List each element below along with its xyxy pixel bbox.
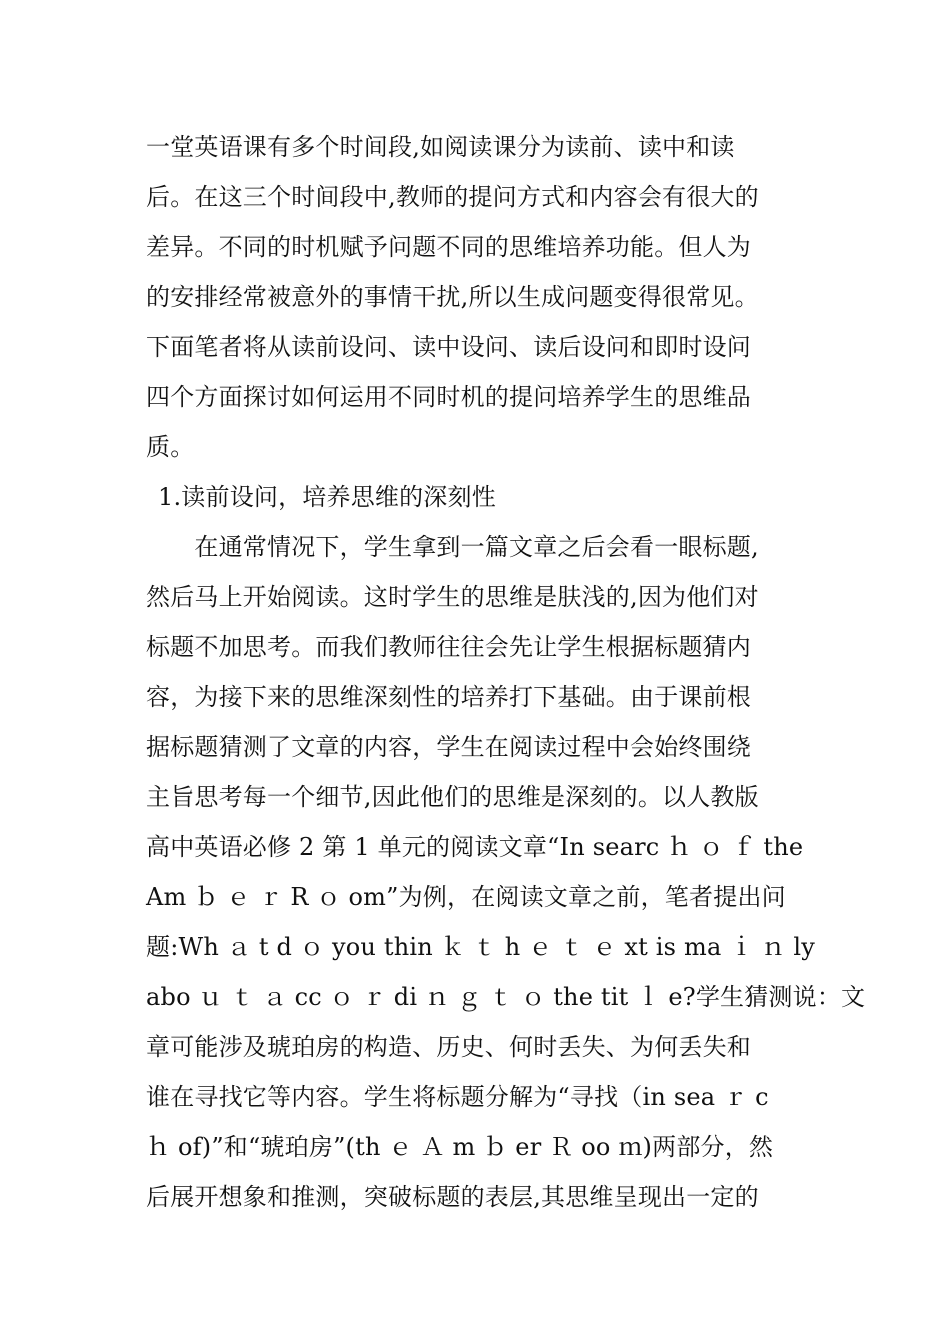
paragraph-line: 后。在这三个时间段中,教师的提问方式和内容会有很大的 (146, 183, 759, 211)
paragraph-line: 下面笔者将从读前设问、读中设问、读后设问和即时设问 (146, 333, 751, 361)
paragraph-line: 差异。不同的时机赋予问题不同的思维培养功能。但人为 (146, 233, 751, 261)
paragraph-line: Am ｂ ｅ ｒ R ｏ om”为例，在阅读文章之前，笔者提出问 (146, 883, 786, 911)
paragraph-line: abo ｕ ｔ ａ cc ｏ ｒ di ｎ ｇ ｔ ｏ the tit ｌ e?学生猜测说：文 (146, 983, 866, 1011)
paragraph-line: 在通常情况下，学生拿到一篇文章之后会看一眼标题, (146, 533, 759, 561)
paragraph-line: 主旨思考每一个细节,因此他们的思维是深刻的。以人教版 (146, 783, 759, 811)
paragraph-line: 题:Wh ａ t d ｏ you thin ｋ ｔ h ｅ ｔ ｅ xt is ma ｉ ｎ ly (146, 933, 815, 961)
paragraph-line: 高中英语必修 2 第 1 单元的阅读文章“In searc ｈ ｏ ｆ the (146, 833, 804, 861)
paragraph-line: 据标题猜测了文章的内容，学生在阅读过程中会始终围绕 (146, 733, 751, 761)
paragraph-line: 一堂英语课有多个时间段,如阅读课分为读前、读中和读 (146, 133, 735, 161)
paragraph-line: 章可能涉及琥珀房的构造、历史、何时丢失、为何丢失和 (146, 1033, 751, 1061)
paragraph-line: 四个方面探讨如何运用不同时机的提问培养学生的思维品 (146, 383, 751, 411)
section-heading: 1.读前设问，培养思维的深刻性 (158, 483, 496, 511)
paragraph-line: ｈ of)”和“琥珀房”(th ｅ Ａ m ｂ er Ｒ oo ｍ)两部分，然 (146, 1133, 774, 1161)
paragraph-line: 质。 (146, 433, 195, 461)
paragraph-line: 标题不加思考。而我们教师往往会先让学生根据标题猜内 (146, 633, 751, 661)
paragraph-line: 容，为接下来的思维深刻性的培养打下基础。由于课前根 (146, 683, 751, 711)
paragraph-line: 后展开想象和推测，突破标题的表层,其思维呈现出一定的 (146, 1183, 759, 1211)
paragraph-line: 然后马上开始阅读。这时学生的思维是肤浅的,因为他们对 (146, 583, 759, 611)
paragraph-line: 的安排经常被意外的事情干扰,所以生成问题变得很常见。 (146, 283, 759, 311)
paragraph-line: 谁在寻找它等内容。学生将标题分解为“寻找（in sea ｒ c (146, 1083, 769, 1111)
